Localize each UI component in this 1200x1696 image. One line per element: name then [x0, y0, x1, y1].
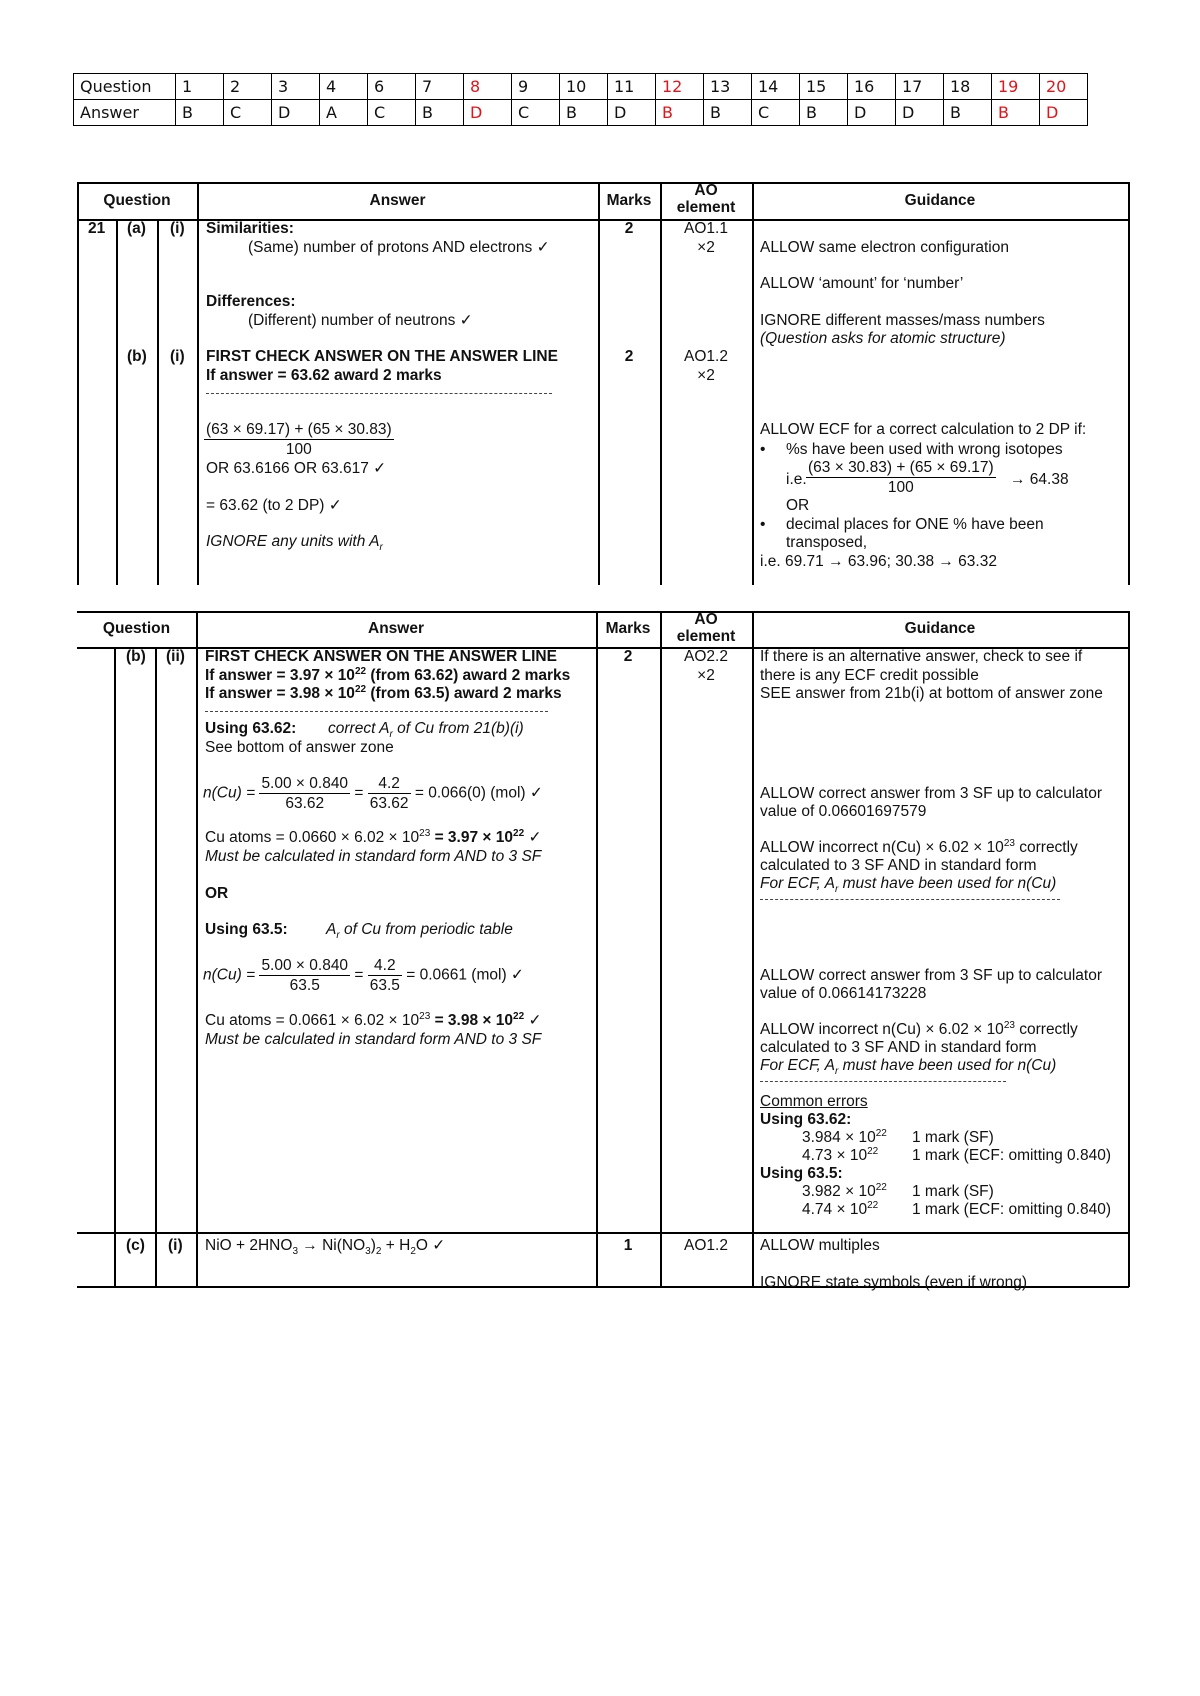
guidance-text: SEE answer from 21b(i) at bottom of answer zone — [760, 685, 1103, 702]
ao-multiplier: ×2 — [697, 367, 715, 384]
bullet-icon: • — [760, 516, 766, 533]
common-error-value: $4.73 \times 10^{22}$ — [802, 1145, 879, 1164]
marks-value: 1 — [623, 1237, 633, 1254]
separator — [760, 1081, 1006, 1082]
guidance-text: transposed, — [786, 534, 867, 551]
cu-atoms-line: Cu atoms = $0.0660 \times 6.02 \times 10^{23} = 3.97 \times 10^{22}$ ✓ — [205, 827, 542, 846]
mc-answer-cell: B — [800, 100, 848, 126]
mc-answer-cell: A — [320, 100, 368, 126]
mc-question-cell: 4 — [320, 74, 368, 100]
col-border — [752, 182, 754, 585]
common-errors-using: Using 63.62: — [760, 1111, 852, 1128]
question-part: (b) — [127, 348, 147, 365]
ao-element: AO2.2 — [684, 648, 728, 665]
guidance-text: i.e. 69.71 → 63.96; 30.38 → 63.32 — [760, 553, 997, 570]
mc-answer-cell-highlighted: B — [992, 100, 1040, 126]
row-border — [77, 1232, 1129, 1234]
see-bottom-note: See bottom of answer zone — [205, 739, 394, 756]
chemical-equation: NiO + $2HNO_3 \to Ni(NO_3)_2 + H_2O$ ✓ — [205, 1237, 446, 1258]
col-border — [196, 611, 198, 1287]
award-line: If answer = $3.97 \times 10^{22}$ (from 63.62) award 2 marks — [205, 665, 571, 684]
award-line: If answer = 63.62 award 2 marks — [206, 367, 442, 384]
question-subpart: (i) — [168, 1237, 183, 1254]
common-error-value: $3.984 \times 10^{22}$ — [802, 1127, 887, 1146]
guidance-result: → 64.38 — [1010, 471, 1069, 488]
header-answer: Answer — [368, 620, 424, 637]
mc-question-cell: 16 — [848, 74, 896, 100]
using-note: correct $A_r$ of Cu from 21(b)(i) — [328, 720, 524, 741]
ncu-equation: n(Cu) = $\frac{5.00 \times 0.840}{63.62}$ = $\frac{4.2}{63.62}$ = 0.066(0) (mol) ✓ — [203, 775, 543, 812]
mc-answer-cell: B — [704, 100, 752, 126]
mc-question-cell: 13 — [704, 74, 752, 100]
row-label-question: Question — [74, 74, 176, 100]
guidance-or: OR — [786, 497, 810, 514]
marks-value: 2 — [624, 348, 634, 365]
header-question: Question — [103, 192, 171, 209]
check-answer-line: FIRST CHECK ANSWER ON THE ANSWER LINE — [205, 648, 557, 665]
using-label: Using 63.62: — [205, 720, 297, 737]
header-marks: Marks — [606, 192, 652, 209]
rounded-answer: = 63.62 (to 2 DP) ✓ — [206, 497, 342, 514]
marks-value: 2 — [624, 220, 634, 237]
mc-question-cell: 7 — [416, 74, 464, 100]
guidance-text: ALLOW correct answer from 3 SF up to calculator — [760, 785, 1102, 802]
guidance-text: ALLOW ‘amount’ for ‘number’ — [760, 275, 964, 292]
header-ao: AO element — [676, 182, 736, 216]
ignore-units: IGNORE any units with $A_r$ — [206, 533, 383, 554]
guidance-text: %s have been used with wrong isotopes — [786, 441, 1063, 458]
guidance-text: decimal places for ONE % have been — [786, 516, 1044, 533]
guidance-note: (Question asks for atomic structure) — [760, 330, 1006, 347]
guidance-note: For ECF, $A_r$ must have been used for n(Cu) — [760, 1057, 1057, 1078]
standard-form-note: Must be calculated in standard form AND to 3 SF — [205, 1031, 542, 1048]
cu-atoms-line: Cu atoms = $0.0661 \times 6.02 \times 10^{23} = 3.98 \times 10^{22}$ ✓ — [205, 1010, 542, 1029]
guidance-text: ALLOW multiples — [760, 1237, 880, 1254]
mc-question-cell: 6 — [368, 74, 416, 100]
ao-element: AO1.1 — [684, 220, 728, 237]
question-subpart: (i) — [170, 348, 185, 365]
check-answer-line: FIRST CHECK ANSWER ON THE ANSWER LINE — [206, 348, 558, 365]
mc-answer-cell: D — [272, 100, 320, 126]
common-error-value: $3.982 \times 10^{22}$ — [802, 1181, 887, 1200]
calculation-fraction: $\frac{(63 \times 69.17) + (65 \times 30.83)}{100}$ — [206, 421, 392, 458]
mc-question-cell: 3 — [272, 74, 320, 100]
separator — [205, 711, 548, 712]
question-part: (a) — [127, 220, 146, 237]
guidance-text: ALLOW incorrect $n(Cu) \times 6.02 \times 10^{23}$ correctly — [760, 837, 1078, 856]
guidance-text: value of 0.06601697579 — [760, 803, 927, 820]
multiple-choice-answer-table — [73, 73, 1088, 126]
common-errors-title: Common errors — [760, 1093, 868, 1110]
bullet-icon: • — [760, 441, 766, 458]
mc-question-cell-highlighted: 19 — [992, 74, 1040, 100]
standard-form-note: Must be calculated in standard form AND to 3 SF — [205, 848, 542, 865]
mc-question-cell: 2 — [224, 74, 272, 100]
col-border — [596, 611, 598, 1287]
col-border — [598, 182, 600, 585]
ao-element: AO1.2 — [684, 1237, 728, 1254]
col-border — [77, 182, 79, 585]
col-border — [752, 611, 754, 1287]
question-number: 21 — [88, 220, 106, 237]
col-border — [1128, 611, 1130, 1287]
guidance-text: ALLOW correct answer from 3 SF up to calculator — [760, 967, 1102, 984]
common-error-mark: 1 mark (ECF: omitting 0.840) — [912, 1201, 1111, 1218]
guidance-text: calculated to 3 SF AND in standard form — [760, 857, 1037, 874]
col-border — [1128, 182, 1130, 585]
ao-multiplier: ×2 — [697, 667, 715, 684]
table-top-border — [77, 611, 1129, 613]
guidance-fraction: $\frac{(63 \times 30.83) + (65 \times 69.17)}{100}$ — [808, 459, 994, 496]
mc-answer-cell: C — [368, 100, 416, 126]
alternative-answer: OR 63.6166 OR 63.617 ✓ — [206, 460, 387, 477]
mc-answer-cell-highlighted: D — [464, 100, 512, 126]
header-guidance: Guidance — [904, 192, 976, 209]
similarities-label: Similarities: — [206, 220, 294, 237]
mc-answer-cell: D — [608, 100, 656, 126]
mc-question-cell: 10 — [560, 74, 608, 100]
mc-question-cell-highlighted: 8 — [464, 74, 512, 100]
col-border — [116, 219, 118, 585]
col-border — [660, 611, 662, 1287]
guidance-text: ALLOW incorrect $n(Cu) \times 6.02 \times 10^{23}$ correctly — [760, 1019, 1078, 1038]
row-label-answer: Answer — [74, 100, 176, 126]
question-row — [74, 74, 1088, 100]
mc-question-cell: 14 — [752, 74, 800, 100]
mc-answer-cell: B — [176, 100, 224, 126]
guidance-text: IGNORE different masses/mass numbers — [760, 312, 1045, 329]
mc-question-cell: 1 — [176, 74, 224, 100]
mc-answer-cell: C — [752, 100, 800, 126]
common-error-mark: 1 mark (ECF: omitting 0.840) — [912, 1147, 1111, 1164]
ao-element: AO1.2 — [684, 348, 728, 365]
guidance-text: If there is an alternative answer, check to see if — [760, 648, 1083, 665]
ao-multiplier: ×2 — [697, 239, 715, 256]
mc-answer-cell: C — [512, 100, 560, 126]
mc-question-cell: 17 — [896, 74, 944, 100]
question-part: (b) — [126, 648, 146, 665]
mc-answer-cell-highlighted: B — [656, 100, 704, 126]
question-part: (c) — [126, 1237, 145, 1254]
common-errors-using: Using 63.5: — [760, 1165, 843, 1182]
similarities-answer: (Same) number of protons AND electrons ✓ — [248, 239, 550, 256]
question-subpart: (i) — [170, 220, 185, 237]
mc-question-cell-highlighted: 12 — [656, 74, 704, 100]
guidance-text: IGNORE state symbols (even if wrong) — [760, 1274, 1028, 1291]
mc-answer-cell: C — [224, 100, 272, 126]
header-guidance: Guidance — [904, 620, 976, 637]
mc-answer-cell: B — [944, 100, 992, 126]
mc-question-cell: 15 — [800, 74, 848, 100]
guidance-text: calculated to 3 SF AND in standard form — [760, 1039, 1037, 1056]
answer-row — [74, 100, 1088, 126]
guidance-text: value of 0.06614173228 — [760, 985, 927, 1002]
guidance-text: there is any ECF credit possible — [760, 667, 979, 684]
using-label: Using 63.5: — [205, 921, 288, 938]
header-answer: Answer — [369, 192, 426, 209]
guidance-text: ALLOW same electron configuration — [760, 239, 1009, 256]
ncu-equation: n(Cu) = $\frac{5.00 \times 0.840}{63.5}$ = $\frac{4.2}{63.5}$ = 0.0661 (mol) ✓ — [203, 957, 524, 994]
col-border — [155, 647, 157, 1287]
guidance-note: For ECF, $A_r$ must have been used for n(Cu) — [760, 875, 1057, 896]
mc-question-cell: 11 — [608, 74, 656, 100]
separator — [760, 899, 1060, 900]
differences-answer: (Different) number of neutrons ✓ — [248, 312, 473, 329]
header-question: Question — [102, 620, 171, 637]
col-border — [197, 182, 199, 585]
mc-answer-cell: B — [416, 100, 464, 126]
question-subpart: (ii) — [166, 648, 185, 665]
marks-value: 2 — [623, 648, 633, 665]
col-border — [157, 219, 159, 585]
mc-question-cell: 18 — [944, 74, 992, 100]
mc-question-cell: 9 — [512, 74, 560, 100]
col-border — [114, 647, 116, 1287]
using-note: $A_r$ of Cu from periodic table — [326, 921, 513, 942]
common-error-mark: 1 mark (SF) — [912, 1183, 994, 1200]
differences-label: Differences: — [206, 293, 296, 310]
mc-answer-cell: B — [560, 100, 608, 126]
mc-answer-cell: D — [896, 100, 944, 126]
common-error-mark: 1 mark (SF) — [912, 1129, 994, 1146]
award-line: If answer = $3.98 \times 10^{22}$ (from 63.5) award 2 marks — [205, 683, 562, 702]
mc-question-cell-highlighted: 20 — [1040, 74, 1088, 100]
guidance-ie: i.e. — [786, 471, 807, 488]
common-error-value: $4.74 \times 10^{22}$ — [802, 1199, 879, 1218]
separator — [206, 393, 552, 394]
table-top-border — [77, 182, 1129, 184]
guidance-text: ALLOW ECF for a correct calculation to 2 DP if: — [760, 421, 1087, 438]
or-label: OR — [205, 885, 229, 902]
mc-answer-cell: D — [848, 100, 896, 126]
header-marks: Marks — [605, 620, 651, 637]
mc-answer-cell-highlighted: D — [1040, 100, 1088, 126]
header-ao: AO element — [676, 611, 736, 645]
